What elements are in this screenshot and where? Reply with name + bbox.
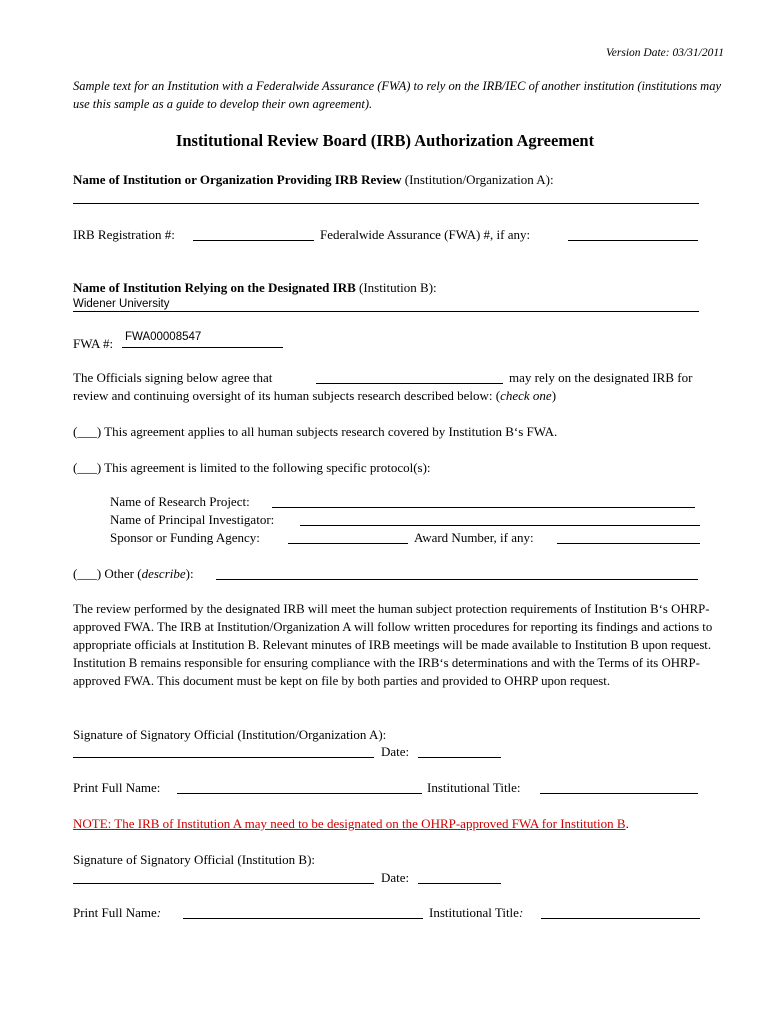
officials-close-paren: ) [551, 388, 557, 403]
sig-a-title-label: Institutional Title: [427, 780, 521, 795]
pi-field[interactable] [300, 525, 700, 526]
irb-registration-label: IRB Registration #: [73, 227, 175, 242]
officials-text-b: may rely on the designated IRB for [509, 370, 693, 385]
sig-b-title-field[interactable] [541, 918, 700, 919]
option-other-suffix: ): [185, 566, 194, 581]
inst-b-name-value[interactable]: Widener University [73, 298, 170, 310]
project-field[interactable] [272, 507, 695, 508]
sig-a-print-field[interactable] [177, 793, 422, 794]
sig-b-print-field[interactable] [183, 918, 423, 919]
sig-a-label: Signature of Signatory Official (Institution/Organization A): [73, 727, 387, 742]
inst-a-name-field[interactable] [73, 203, 699, 204]
note-period: . [625, 816, 629, 831]
intro-text: Sample text for an Institution with a Federalwide Assurance (FWA) to rely on the IRB/IEC of another institution (institutions may use this sample as a guide to develop their own agreement). [73, 79, 722, 111]
sig-b-signature-field[interactable] [73, 883, 374, 884]
project-label: Name of Research Project: [110, 494, 250, 509]
officials-text-c [73, 388, 556, 404]
sig-b-title-text: Institutional Title [429, 905, 519, 920]
sig-b-date-label: Date: [381, 870, 410, 885]
sig-b-label: Signature of Signatory Official (Institution B): [73, 852, 316, 867]
sig-b-title-label [429, 905, 523, 921]
inst-a-label [73, 172, 554, 188]
sponsor-field[interactable] [288, 543, 408, 544]
officials-institution-field[interactable] [316, 383, 503, 384]
inst-a-label-rest: (Institution/Organization A): [401, 172, 554, 187]
sig-b-print-text: Print Full Name [73, 905, 157, 920]
inst-b-label [73, 280, 437, 296]
sig-b-date-field[interactable] [418, 883, 501, 884]
officials-text-c-main: review and continuing oversight of its human subjects research described below: ( [73, 388, 501, 403]
inst-a-fwa-field[interactable] [568, 240, 698, 241]
inst-b-label-bold: Name of Institution Relying on the Designated IRB [73, 280, 356, 295]
note-text [73, 816, 629, 832]
sig-a-date-label: Date: [381, 744, 410, 759]
option-other[interactable] [73, 566, 194, 582]
pi-label: Name of Principal Investigator: [110, 512, 275, 527]
sig-b-print-label [73, 905, 161, 921]
inst-b-fwa-field[interactable] [122, 347, 283, 348]
option-specific-protocols[interactable]: (___) This agreement is limited to the following specific protocol(s): [73, 460, 431, 475]
irb-registration-field[interactable] [193, 240, 314, 241]
sig-b-print-colon: : [156, 905, 162, 920]
sig-b-title-colon: : [518, 905, 524, 920]
inst-a-fwa-label: Federalwide Assurance (FWA) #, if any: [320, 227, 531, 242]
officials-text-a: The Officials signing below agree that [73, 370, 273, 385]
sig-a-date-field[interactable] [418, 757, 501, 758]
version-date: Version Date: 03/31/2011 [606, 47, 724, 59]
sig-a-signature-field[interactable] [73, 757, 374, 758]
inst-b-label-rest: (Institution B): [355, 280, 437, 295]
page-title: Institutional Review Board (IRB) Authorization Agreement [175, 131, 595, 150]
describe-text: describe [141, 566, 186, 581]
inst-b-name-field[interactable] [73, 311, 699, 312]
sig-a-title-field[interactable] [540, 793, 698, 794]
sponsor-label: Sponsor or Funding Agency: [110, 530, 260, 545]
review-paragraph: The review performed by the designated IRB will meet the human subject protection requirements of Institution B‘s OHRP-approved FWA. The IRB at Institution/Organization A will follow written procedures for reporting its findings and actions to appropriate officials at Institution B. Relevant minutes of IRB meetings will be made available to Institution B upon request. Institution B remains responsible for ensuring compliance with the IRB‘s determinations and with the Terms of its OHRP-approved FWA. This document must be kept on file by both parties and provided to OHRP upon request. [73, 602, 713, 688]
option-all-research[interactable]: (___) This agreement applies to all human subjects research covered by Institution B‘s FWA. [73, 424, 558, 439]
inst-b-fwa-label: FWA #: [73, 336, 114, 351]
inst-b-fwa-value[interactable]: FWA00008547 [125, 331, 202, 343]
other-describe-field[interactable] [216, 579, 698, 580]
award-field[interactable] [557, 543, 700, 544]
sig-a-print-label: Print Full Name: [73, 780, 161, 795]
award-label: Award Number, if any: [414, 530, 534, 545]
option-other-prefix: (___) Other ( [73, 566, 142, 581]
check-one-text: check one [500, 388, 552, 403]
note-red: NOTE: The IRB of Institution A may need to be designated on the OHRP-approved FWA for Institution B [73, 816, 626, 831]
inst-a-label-bold: Name of Institution or Organization Providing IRB Review [73, 172, 402, 187]
